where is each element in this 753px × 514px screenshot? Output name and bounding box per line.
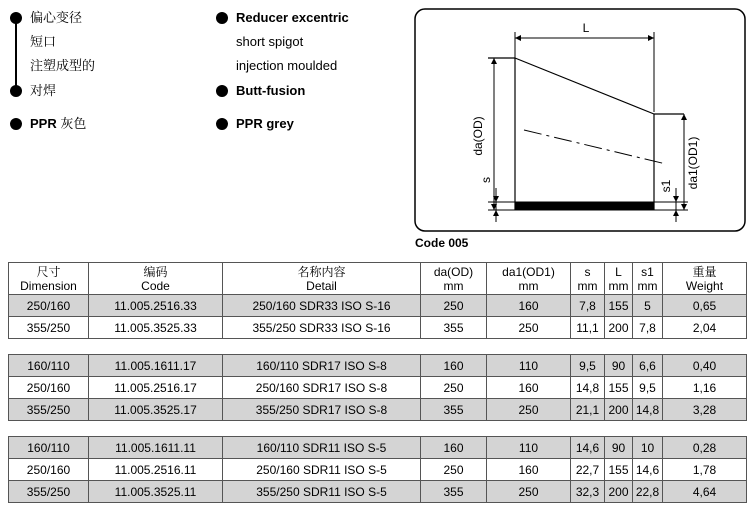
table-cell: 11.005.1611.17 <box>89 355 223 377</box>
table-cell: 250 <box>421 377 487 399</box>
table-cell: 14,8 <box>571 377 605 399</box>
label-da: da(OD) <box>471 116 485 156</box>
column-header <box>487 263 571 295</box>
table-cell: 160 <box>421 355 487 377</box>
table-cell: 250/160 SDR33 ISO S-16 <box>223 295 421 317</box>
feature-cn-5-color: 灰色 <box>56 116 87 131</box>
feature-en-4: Butt-fusion <box>236 83 306 98</box>
spacer-cell <box>9 421 747 437</box>
table-row <box>9 377 747 399</box>
reducer-diagram <box>414 8 746 232</box>
column-header <box>663 263 747 295</box>
connector-line <box>15 18 17 92</box>
table-cell: 250 <box>487 399 571 421</box>
table-cell: 10 <box>633 437 663 459</box>
table-cell: 200 <box>605 481 633 503</box>
bullet-icon <box>10 85 22 97</box>
column-header-cn: 重量 <box>692 264 717 279</box>
table-cell: 6,6 <box>633 355 663 377</box>
table-cell: 5 <box>633 295 663 317</box>
table-cell: 200 <box>605 399 633 421</box>
table-cell: 0,28 <box>663 437 747 459</box>
table-cell: 11.005.3525.33 <box>89 317 223 339</box>
group-spacer <box>9 421 747 437</box>
column-header-cn: da1(OD1) <box>502 264 555 279</box>
table-cell: 11.005.1611.11 <box>89 437 223 459</box>
table-cell: 9,5 <box>633 377 663 399</box>
features-cn-list <box>6 8 206 138</box>
column-header-en: Detail <box>306 278 337 293</box>
feature-en-5: PPR grey <box>236 116 294 131</box>
column-header <box>633 263 663 295</box>
table-cell: 355/250 SDR33 ISO S-16 <box>223 317 421 339</box>
column-header-cn: da(OD) <box>433 264 474 279</box>
table-cell: 11.005.2516.17 <box>89 377 223 399</box>
table-cell: 7,8 <box>571 295 605 317</box>
table-cell: 2,04 <box>663 317 747 339</box>
table-cell: 90 <box>605 355 633 377</box>
bullet-icon <box>216 85 228 97</box>
column-header-en: mm <box>577 278 598 293</box>
column-header <box>89 263 223 295</box>
table-cell: 250/160 SDR11 ISO S-5 <box>223 459 421 481</box>
bullet-icon <box>216 118 228 130</box>
table-cell: 355/250 <box>9 317 89 339</box>
label-l: L <box>582 21 590 35</box>
group-spacer <box>9 339 747 355</box>
table-header-row <box>9 263 747 295</box>
spacer-cell <box>9 339 747 355</box>
column-header-cn: L <box>615 264 622 279</box>
column-header-cn: 名称内容 <box>297 264 346 279</box>
column-header <box>223 263 421 295</box>
table-row <box>9 437 747 459</box>
table-cell: 0,65 <box>663 295 747 317</box>
table-row <box>9 355 747 377</box>
table-cell: 200 <box>605 317 633 339</box>
table-cell: 9,5 <box>571 355 605 377</box>
bullet-icon <box>216 12 228 24</box>
column-header <box>421 263 487 295</box>
column-header-en: mm <box>443 278 464 293</box>
table-cell: 4,64 <box>663 481 747 503</box>
table-cell: 90 <box>605 437 633 459</box>
table-cell: 250 <box>487 481 571 503</box>
table-cell: 355 <box>421 399 487 421</box>
column-header <box>571 263 605 295</box>
table-cell: 110 <box>487 437 571 459</box>
label-s1: s1 <box>659 179 673 193</box>
feature-cn-3: 注塑成型的 <box>30 58 96 73</box>
table-cell: 160/110 SDR17 ISO S-8 <box>223 355 421 377</box>
table-cell: 155 <box>605 459 633 481</box>
table-cell: 155 <box>605 295 633 317</box>
table-cell: 355 <box>421 317 487 339</box>
table-cell: 14,6 <box>633 459 663 481</box>
column-header-cn: s1 <box>641 264 654 279</box>
table-cell: 14,6 <box>571 437 605 459</box>
table-cell: 355/250 <box>9 399 89 421</box>
column-header <box>605 263 633 295</box>
column-header-cn: 尺寸 <box>36 264 61 279</box>
table-cell: 3,28 <box>663 399 747 421</box>
feature-cn-2: 短口 <box>30 34 57 49</box>
feature-en-3: injection moulded <box>236 58 338 73</box>
table-cell: 355 <box>421 481 487 503</box>
feature-cn-5-material: PPR <box>30 116 57 131</box>
label-da1: da1(OD1) <box>686 136 700 190</box>
table-cell: 14,8 <box>633 399 663 421</box>
feature-en-1: Reducer excentric <box>236 10 349 25</box>
column-header <box>9 263 89 295</box>
feature-cn-4: 对焊 <box>30 83 57 98</box>
table-cell: 7,8 <box>633 317 663 339</box>
table-cell: 160/110 <box>9 437 89 459</box>
table-cell: 160 <box>487 295 571 317</box>
table-cell: 355/250 SDR17 ISO S-8 <box>223 399 421 421</box>
table-cell: 250 <box>421 459 487 481</box>
table-cell: 355/250 SDR11 ISO S-5 <box>223 481 421 503</box>
table-cell: 1,16 <box>663 377 747 399</box>
table-cell: 11.005.2516.11 <box>89 459 223 481</box>
table-row <box>9 459 747 481</box>
column-header-en: mm <box>608 278 629 293</box>
table-cell: 250/160 SDR17 ISO S-8 <box>223 377 421 399</box>
column-header-en: Weight <box>685 278 724 293</box>
column-header-en: mm <box>637 278 658 293</box>
feature-en-2: short spigot <box>236 34 304 49</box>
table-cell: 250 <box>487 317 571 339</box>
table-cell: 11.005.2516.33 <box>89 295 223 317</box>
table-cell: 155 <box>605 377 633 399</box>
wall-section <box>515 202 654 210</box>
table-cell: 11.005.3525.17 <box>89 399 223 421</box>
table-cell: 160/110 <box>9 355 89 377</box>
table-cell: 1,78 <box>663 459 747 481</box>
bullet-icon <box>10 118 22 130</box>
table-cell: 11,1 <box>571 317 605 339</box>
table-cell: 250 <box>421 295 487 317</box>
table-cell: 250/160 <box>9 459 89 481</box>
table-cell: 250/160 <box>9 377 89 399</box>
table-row <box>9 399 747 421</box>
table-cell: 11.005.3525.11 <box>89 481 223 503</box>
table-cell: 355/250 <box>9 481 89 503</box>
bullet-icon <box>10 12 22 24</box>
table-cell: 32,3 <box>571 481 605 503</box>
column-header-cn: s <box>584 264 591 279</box>
column-header-en: Dimension <box>20 278 77 293</box>
column-header-cn: 编码 <box>143 264 168 279</box>
table-cell: 160 <box>487 459 571 481</box>
column-header-en: mm <box>518 278 539 293</box>
features-en-list <box>212 8 412 138</box>
feature-cn-5 <box>30 116 86 132</box>
table-cell: 160 <box>487 377 571 399</box>
table-cell: 250/160 <box>9 295 89 317</box>
table-row <box>9 317 747 339</box>
feature-cn-1: 偏心变径 <box>30 10 83 25</box>
table-cell: 110 <box>487 355 571 377</box>
label-s: s <box>479 177 493 183</box>
table-cell: 22,7 <box>571 459 605 481</box>
table-cell: 160/110 SDR11 ISO S-5 <box>223 437 421 459</box>
table-row <box>9 295 747 317</box>
table-cell: 160 <box>421 437 487 459</box>
code-label: Code 005 <box>415 236 469 250</box>
table-row <box>9 481 747 503</box>
column-header-en: Code <box>141 278 170 293</box>
table-cell: 21,1 <box>571 399 605 421</box>
table-cell: 0,40 <box>663 355 747 377</box>
table-cell: 22,8 <box>633 481 663 503</box>
diagram-frame <box>415 9 745 231</box>
spec-table <box>8 262 747 503</box>
